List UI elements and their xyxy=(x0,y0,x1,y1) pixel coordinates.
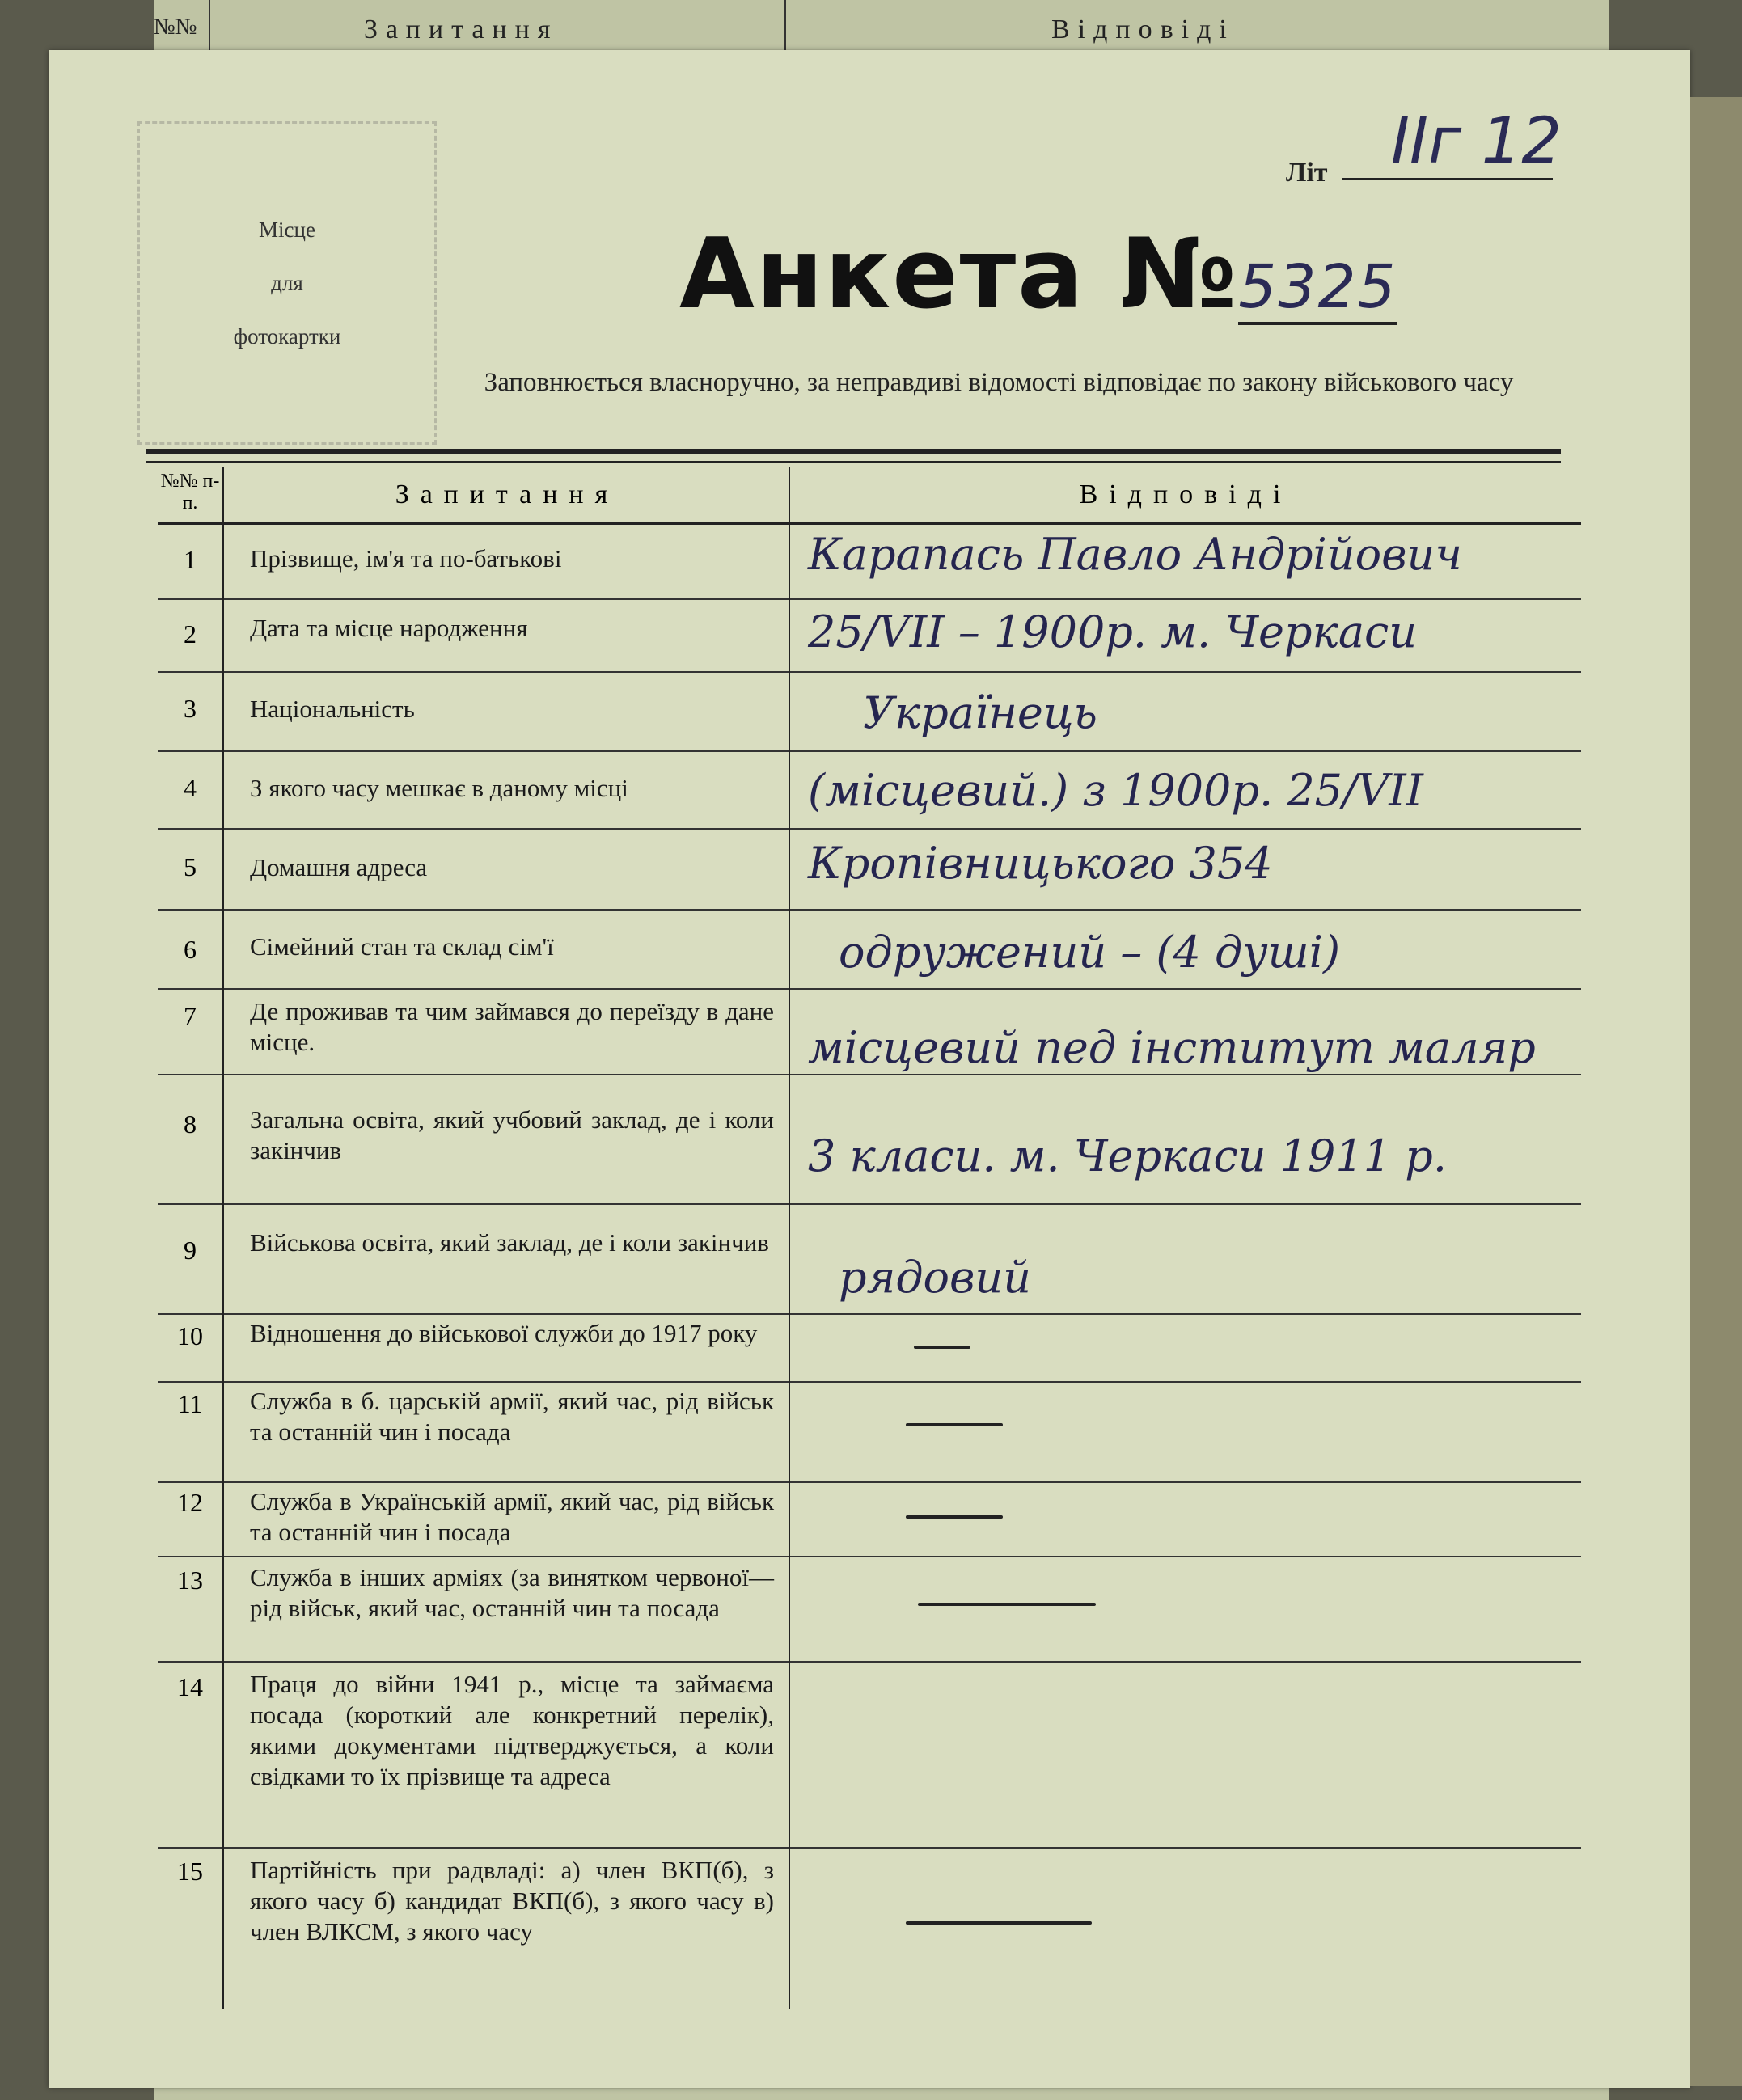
row-answer: 3 класи. м. Черкаси 1911 р. xyxy=(789,1074,1581,1203)
row-number: 10 xyxy=(177,1321,203,1350)
row-answer xyxy=(789,1381,1581,1481)
underlying-question-label: Запитання xyxy=(364,15,559,44)
row-number: 13 xyxy=(177,1565,203,1595)
photo-label-line3: фотокартки xyxy=(233,324,341,349)
row-answer: Кропівницького 354 xyxy=(789,828,1581,909)
table-row xyxy=(158,524,1581,600)
table-row xyxy=(158,1481,1581,1557)
underlying-answer-label: Відповіді xyxy=(1051,15,1235,44)
row-question: Служба в Українській армії, який час, рід військ та останній чин і посада xyxy=(222,1481,789,1556)
questionnaire-table xyxy=(158,467,1581,1946)
row-number: 3 xyxy=(184,694,197,723)
row-answer: (місцевий.) з 1900р. 25/VII xyxy=(789,750,1581,828)
table-row xyxy=(158,671,1581,752)
row-answer: рядовий xyxy=(789,1203,1581,1313)
row-question: Де проживав та чим займався до переїзду в дане місце. xyxy=(222,988,789,1074)
table-row xyxy=(158,1381,1581,1483)
row-answer: 25/VII – 1900р. м. Черкаси xyxy=(789,598,1581,671)
row-answer: одружений – (4 душі) xyxy=(789,909,1581,988)
row-question: Служба в інших арміях (за винятком червоної—рід військ, який час, останній чин та посада xyxy=(222,1556,789,1661)
row-question: Дата та місце народження xyxy=(222,598,789,671)
row-answer xyxy=(789,1481,1581,1556)
page-title xyxy=(679,218,1397,331)
table-row xyxy=(158,1203,1581,1315)
row-question: Національність xyxy=(222,671,789,750)
table-row xyxy=(158,1661,1581,1849)
row-answer xyxy=(789,1661,1581,1847)
title-text: Анкета № xyxy=(679,218,1239,331)
row-number: 2 xyxy=(184,619,197,649)
row-number: 11 xyxy=(177,1389,203,1418)
row-number: 1 xyxy=(184,545,197,574)
row-answer: Українець xyxy=(789,671,1581,750)
num-header: №№ п-п. xyxy=(160,471,220,513)
row-question: Домашня адреса xyxy=(222,828,789,909)
underlying-num-label: №№ xyxy=(154,15,197,40)
answer-dash xyxy=(918,1603,1096,1606)
row-question: Прізвище, ім'я та по-батькові xyxy=(222,524,789,598)
row-question: Праця до війни 1941 р., місце та займаєма посада (короткий але конкретний перелік), якими документами підтверджується, а коли свідками то їх прізвище та адреса xyxy=(222,1661,789,1847)
row-answer: Карапась Павло Андрійович xyxy=(789,524,1581,598)
table-row xyxy=(158,598,1581,673)
row-number: 6 xyxy=(184,935,197,964)
row-question: Партійність при радвладі: а) член ВКП(б), з якого часу б) кандидат ВКП(б), з якого часу в) член ВЛКСМ, з якого часу xyxy=(222,1847,789,2009)
photo-label-line2: для xyxy=(271,271,303,295)
answer-header: Відповіді xyxy=(789,467,1581,522)
lit-label: Літ xyxy=(1286,158,1328,188)
row-number: 15 xyxy=(177,1857,203,1886)
answer-dash xyxy=(914,1346,970,1349)
row-number: 12 xyxy=(177,1488,203,1517)
row-answer xyxy=(789,1556,1581,1661)
photo-label-line1: Місце xyxy=(259,218,315,242)
header-rule xyxy=(146,449,1561,454)
table-row xyxy=(158,750,1581,830)
answer-dash xyxy=(906,1515,1003,1519)
photo-placeholder xyxy=(137,121,437,445)
table-row xyxy=(158,909,1581,990)
table-row xyxy=(158,1313,1581,1383)
row-number: 9 xyxy=(184,1236,197,1265)
row-number: 5 xyxy=(184,852,197,881)
question-header: Запитання xyxy=(222,467,790,522)
answer-dash xyxy=(906,1423,1003,1426)
row-question: З якого часу мешкає в даному місці xyxy=(222,750,789,828)
row-question: Відношення до військової служби до 1917 року xyxy=(222,1313,789,1381)
subtitle: Заповнюється власноручно, за неправдиві відомості відповідає по закону військового часу xyxy=(484,368,1514,397)
table-row xyxy=(158,1847,1581,2009)
row-answer: місцевий пед інститут маляр xyxy=(789,988,1581,1074)
table-header xyxy=(158,467,1581,525)
row-number: 14 xyxy=(177,1672,203,1701)
header-rule-thin xyxy=(146,461,1561,463)
table-row xyxy=(158,1556,1581,1663)
table-row xyxy=(158,1074,1581,1205)
lit-value: IIг 12 xyxy=(1391,105,1562,178)
row-number: 8 xyxy=(184,1109,197,1139)
row-number: 7 xyxy=(184,1001,197,1030)
table-row xyxy=(158,988,1581,1075)
row-question: Служба в б. царській армії, який час, рід військ та останній чин і посада xyxy=(222,1381,789,1481)
lit-underline xyxy=(1342,178,1553,180)
row-answer xyxy=(789,1847,1581,2009)
sheet-edge xyxy=(1690,97,1742,2086)
answer-dash xyxy=(906,1921,1092,1925)
row-question: Загальна освіта, який учбовий заклад, де і коли закінчив xyxy=(222,1074,789,1203)
row-number: 4 xyxy=(184,773,197,802)
table-row xyxy=(158,828,1581,911)
title-number: 5325 xyxy=(1238,252,1397,325)
row-question: Сімейний стан та склад сім'ї xyxy=(222,909,789,988)
row-question: Військова освіта, який заклад, де і коли закінчив xyxy=(222,1203,789,1313)
row-answer xyxy=(789,1313,1581,1381)
